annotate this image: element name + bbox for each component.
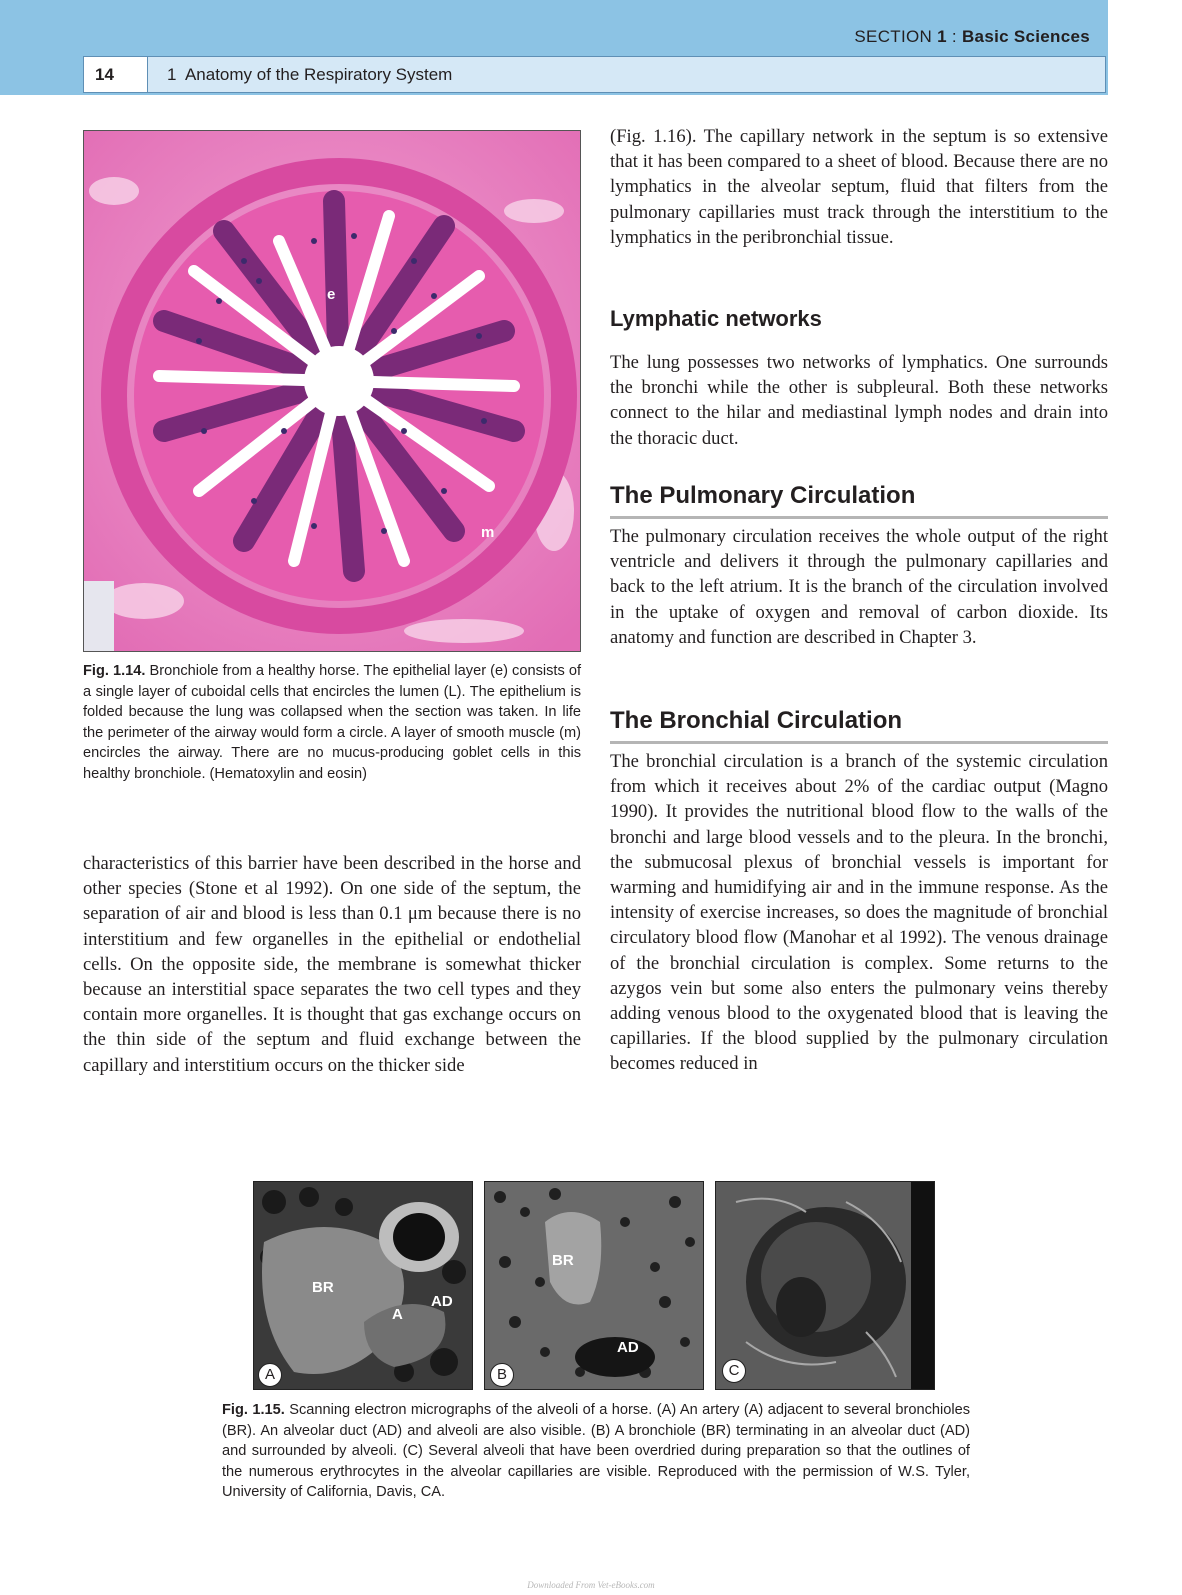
section-title: Basic Sciences bbox=[961, 27, 1090, 46]
lymphatic-paragraph-text: The lung possesses two networks of lymphatics. One surrounds the bronchi while the other is subpleural. Both these networks connect to the hilar and mediastinal lymph nodes and drain into the thoracic duct. bbox=[610, 352, 1108, 449]
panel-a-alveolar-duct-label: AD bbox=[431, 1293, 453, 1310]
sem-image-b bbox=[485, 1182, 704, 1390]
epithelium-label: e bbox=[327, 286, 336, 303]
panel-b-bronchiole-label: BR bbox=[552, 1252, 574, 1269]
panel-a-artery-label: A bbox=[392, 1306, 403, 1323]
sem-panel-c bbox=[715, 1181, 935, 1390]
panel-c-letter: C bbox=[722, 1359, 746, 1383]
heading-lymphatic-networks: Lymphatic networks bbox=[610, 306, 822, 331]
panel-b-letter: B bbox=[490, 1363, 514, 1387]
panel-a-bronchiole-label: BR bbox=[312, 1279, 334, 1296]
figure-1-14-image bbox=[83, 130, 581, 652]
panel-a-letter: A bbox=[258, 1363, 282, 1387]
muscle-label: m bbox=[481, 524, 495, 541]
section-prefix: SECTION bbox=[854, 27, 933, 46]
chapter-header-bar bbox=[83, 56, 1106, 93]
left-body-paragraph: characteristics of this barrier have been described in the horse and other species (Stone et al 1992). On one side of the septum, the separation of air and blood is less than 0.1 μm because there is no interstitium and few organelles in the epithelial or endothelial cells. On the opposite side, the membrane is somewhat thicker because an interstitial space separates the two cell types and they contain more organelles. It is thought that gas exchange occurs on the thin side of the septum and fluid exchange between the capillary and interstitium occurs on the thicker side bbox=[83, 853, 581, 1076]
figure-1-14-caption bbox=[83, 661, 581, 785]
bronchial-paragraph bbox=[610, 749, 1108, 1077]
section-label bbox=[854, 27, 1090, 47]
chapter-title: 1 Anatomy of the Respiratory System bbox=[167, 65, 453, 84]
sem-image-a bbox=[254, 1182, 473, 1390]
pulmonary-paragraph bbox=[610, 524, 1108, 650]
heading-bronchial-circulation: The Bronchial Circulation bbox=[610, 707, 1108, 744]
intro-paragraph-text: (Fig. 1.16). The capillary network in the septum is so extensive that it has been compared to a sheet of blood. Because there are no lymphatics in the alveolar septum, fluid that filters from the pulmonary capillaries must track through the interstitium to the lymphatics in the peribronchial tissue. bbox=[610, 126, 1108, 248]
download-watermark: Downloaded From Vet-eBooks.com bbox=[527, 1580, 655, 1590]
figure-1-15-caption-label: Fig. 1.15. bbox=[222, 1402, 285, 1418]
lumen-label: L bbox=[334, 376, 344, 393]
right-intro-paragraph bbox=[610, 124, 1108, 250]
bronchiole-micrograph bbox=[84, 131, 581, 652]
sem-image-c bbox=[716, 1182, 935, 1390]
sem-panel-a bbox=[253, 1181, 473, 1390]
section-number: 1 bbox=[937, 27, 947, 46]
sem-panel-b bbox=[484, 1181, 704, 1390]
figure-1-14-caption-label: Fig. 1.14. bbox=[83, 663, 146, 679]
panel-b-alveolar-duct-label: AD bbox=[617, 1339, 639, 1356]
figure-1-15-caption-text: Scanning electron micrographs of the alveoli of a horse. (A) An artery (A) adjacent to several bronchioles (BR). An alveolar duct (AD) and alveoli are also visible. (B) A bronchiole (BR) terminating in an alveolar duct (AD) and surrounded by alveoli. (C) Several alveoli that have been overdried during preparation so that the outlines of the numerous erythrocytes in the alveolar capillaries are visible. Reproduced with the permission of W.S. Tyler, University of California, Davis, CA. bbox=[222, 1402, 970, 1501]
left-column-text bbox=[83, 851, 581, 1078]
figure-1-15-caption bbox=[222, 1400, 970, 1503]
figure-1-14-caption-text: Bronchiole from a healthy horse. The epithelial layer (e) consists of a single layer of cuboidal cells that encircles the lumen (L). The epithelium is folded because the lung was collapsed when the section was taken. In life the perimeter of the airway would form a circle. A layer of smooth muscle (m) encircles the airway. There are no mucus-producing goblet cells in this healthy bronchiole. (Hematoxylin and eosin) bbox=[83, 663, 582, 782]
pulmonary-paragraph-text: The pulmonary circulation receives the whole output of the right ventricle and delivers it through the pulmonary capillaries and back to the left atrium. It is the branch of the circulation involved in the uptake of oxygen and removal of carbon dioxide. Its anatomy and function are described in Chapter 3. bbox=[610, 526, 1108, 648]
heading-pulmonary-circulation: The Pulmonary Circulation bbox=[610, 482, 1108, 519]
lymphatic-paragraph bbox=[610, 350, 1108, 451]
page-number: 14 bbox=[84, 57, 148, 92]
bronchial-paragraph-text: The bronchial circulation is a branch of the systemic circulation from which it receives about 2% of the cardiac output (Magno 1990). It provides the nutritional blood flow to the walls of the bronchi and large blood vessels and to the pleura. In the bronchi, the submucosal plexus of bronchial vessels is important for warming and humidifying air and in the immune response. As the intensity of exercise increases, so does the magnitude of bronchial circulatory blood flow (Manohar et al 1992). The venous drainage of the bronchial circulation is complex. Some returns to the azygos vein but some also enters the pulmonary veins thereby adding venous blood to the oxygenated blood that is leaving the capillaries. If the blood supplied by the pulmonary circulation becomes reduced in bbox=[610, 751, 1108, 1075]
section-separator: : bbox=[951, 27, 957, 46]
